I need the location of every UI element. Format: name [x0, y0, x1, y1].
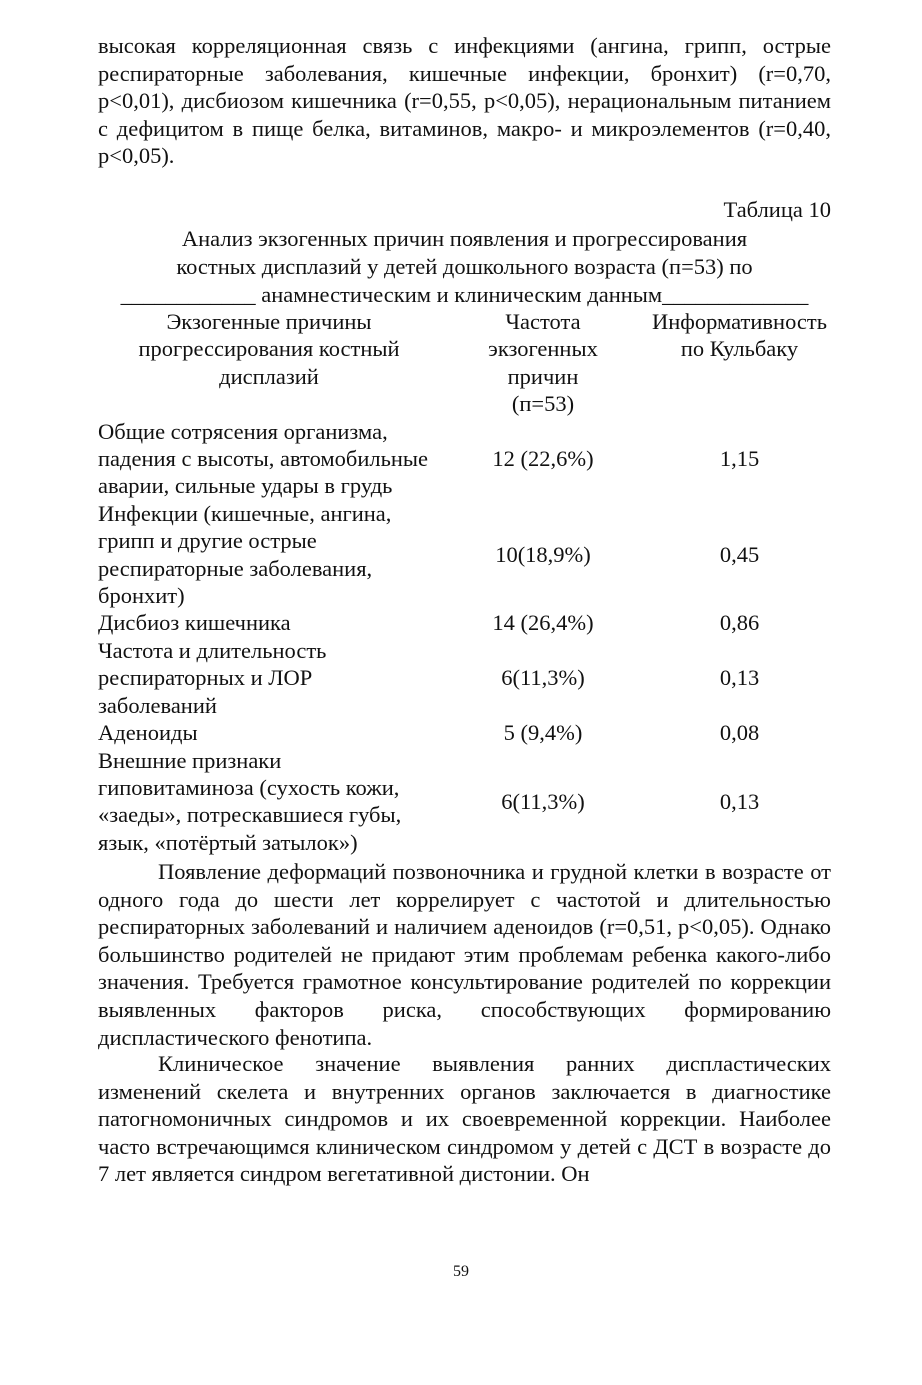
table-row [98, 418, 833, 500]
table-row [98, 609, 833, 636]
table-row [98, 747, 833, 857]
frequency-cell: 6(11,3%) [501, 788, 585, 814]
informativeness-cell: 0,86 [719, 610, 760, 636]
header-cause: Экзогенные причины прогрессирования костный дисплазий [138, 309, 400, 389]
cause-cell: Частота и длительность респираторных и ЛОР заболеваний [98, 637, 327, 718]
cause-cell: Аденоиды [98, 720, 198, 746]
frequency-cell: 6(11,3%) [501, 665, 585, 691]
table-row [98, 500, 833, 610]
body-paragraph: Клиническое значение выявления ранних диспластических изменений скелета и внутренних органов заключается в диагностике патогномоничных синдромов и их своевременной коррекции. Наиболее часто встречающимся клиническом синдромом у детей с ДСТ в возрасте до 7 лет является синдром вегетативной дистонии. Он [98, 1051, 831, 1187]
table-title-line: костных дисплазий у детей дошкольного возраста (п=53) по [176, 254, 753, 279]
data-table [98, 308, 833, 856]
table-label: Таблица 10 [723, 197, 831, 222]
body-paragraph: Появление деформаций позвоночника и грудной клетки в возрасте от одного года до шести лет коррелирует с частотой и длительностью респираторных заболеваний и наличием аденоидов (r=0,51, p<0,05). Однако большинство родителей не придают этим проблемам ребенка какого-либо значения. Требуется грамотное консультирование родителей по коррекции выявленных факторов риска, способствующих формированию диспластического фенотипа. [98, 859, 831, 1050]
cause-cell: Общие сотрясения организма, падения с высоты, автомобильные аварии, сильные удары в грудь [98, 418, 429, 499]
informativeness-cell: 0,08 [719, 720, 760, 746]
intro-paragraph: высокая корреляционная связь с инфекциями (ангина, грипп, острые респираторные заболевания, кишечные инфекции, бронхит) (r=0,70, p<0,01), дисбиозом кишечника (r=0,55, p<0,05), нерациональным питанием с дефицитом в пище белка, витаминов, макро- и микроэлементов (r=0,40, p<0,05). [98, 33, 831, 169]
table-title-line: Анализ экзогенных причин появления и прогрессирования [181, 226, 748, 251]
table-title-line: ____________ анамнестическим и клиническим данным_____________ [120, 282, 809, 307]
table-row [98, 719, 833, 746]
frequency-cell: 10(18,9%) [495, 541, 591, 567]
page-number: 59 [453, 1263, 469, 1280]
frequency-cell: 14 (26,4%) [492, 610, 594, 636]
informativeness-cell: 0,13 [719, 665, 760, 691]
frequency-cell: 5 (9,4%) [503, 720, 583, 746]
cause-cell: Инфекции (кишечные, ангина, грипп и другие острые респираторные заболевания, бронхит) [98, 500, 392, 609]
header-frequency: Частота экзогенных причин (п=53) [488, 309, 598, 417]
header-informativeness: Информативность по Кульбаку [652, 309, 827, 362]
cause-cell: Внешние признаки гиповитаминоза (сухость кожи, «заеды», потрескавшиеся губы, язык, «потёртый затылок») [98, 747, 402, 855]
frequency-cell: 12 (22,6%) [492, 446, 594, 472]
cause-cell: Дисбиоз кишечника [98, 610, 291, 636]
informativeness-cell: 1,15 [719, 446, 760, 472]
informativeness-cell: 0,13 [719, 788, 760, 814]
table-header-row [98, 308, 833, 418]
table-row [98, 637, 833, 719]
informativeness-cell: 0,45 [719, 541, 760, 567]
